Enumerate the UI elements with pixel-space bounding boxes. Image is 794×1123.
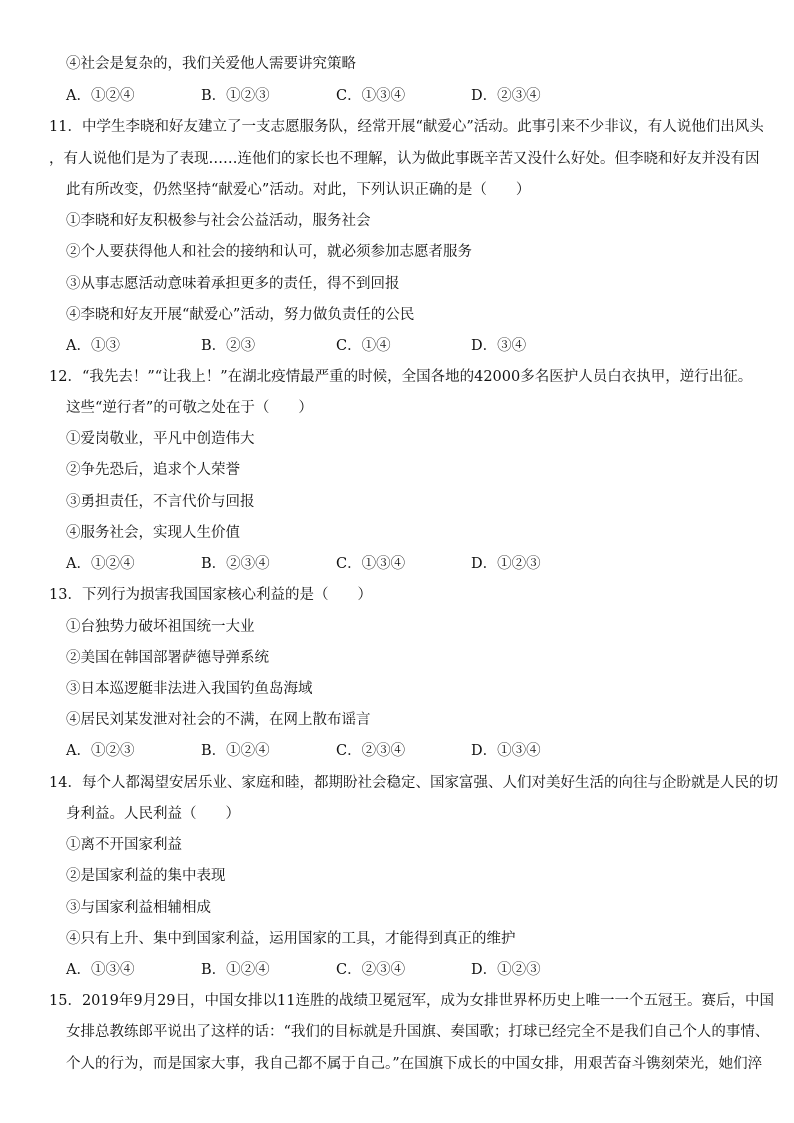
question-11-stem-line-3: 此有所改变，仍然坚持“献爱心”活动。对此，下列认识正确的是（ ） — [66, 182, 531, 198]
question-14-stem-line-1: 14．每个人都渴望安居乐业、家庭和睦，都期盼社会稳定、国家富强、人们对美好生活的向往与企盼就是人民的切 — [49, 775, 778, 791]
option-d: D．③④ — [471, 338, 527, 354]
question-15-stem-line-1: 15．2019年9月29日，中国女排以11连胜的战绩卫冕冠军，成为女排世界杯历史上唯一一个五冠王。赛后，中国 — [49, 993, 774, 1009]
question-11-item-3: ③从事志愿活动意味着承担更多的责任，得不到回报 — [66, 276, 400, 292]
option-d: D．①②③ — [471, 556, 541, 572]
question-11-item-4: ④李晓和好友开展“献爱心”活动，努力做负责任的公民 — [66, 307, 415, 323]
option-a: A．①②④ — [66, 88, 135, 104]
question-12-item-2: ②争先恐后，追求个人荣誉 — [66, 462, 240, 478]
question-12-item-1: ①爱岗敬业，平凡中创造伟大 — [66, 431, 255, 447]
question-12-item-3: ③勇担责任，不言代价与回报 — [66, 494, 255, 510]
option-c: C．①③④ — [336, 88, 406, 104]
question-11-item-1: ①李晓和好友积极参与社会公益活动，服务社会 — [66, 213, 371, 229]
option-c: C．②③④ — [336, 743, 406, 759]
option-b: B．①②④ — [201, 743, 270, 759]
option-a: A．①③④ — [66, 962, 135, 978]
question-10-options — [66, 86, 756, 106]
question-14-item-1: ①离不开国家利益 — [66, 837, 182, 853]
option-d: D．①③④ — [471, 743, 541, 759]
question-12-stem-line-2: 这些“逆行者”的可敬之处在于（ ） — [66, 400, 313, 416]
question-14-item-2: ②是国家利益的集中表现 — [66, 868, 226, 884]
question-11-stem-line-2: ，有人说他们是为了表现……连他们的家长也不理解，认为做此事既辛苦又没什么好处。但李晓和好友并没有因 — [49, 151, 760, 167]
question-11-options — [66, 336, 756, 356]
option-b: B．②③ — [201, 338, 256, 354]
question-10-item-4: ④社会是复杂的，我们关爱他人需要讲究策略 — [66, 56, 356, 72]
question-14-item-4: ④只有上升、集中到国家利益，运用国家的工具，才能得到真正的维护 — [66, 931, 516, 947]
question-15-stem-line-3: 个人的行为，而是国家大事，我自己都不属于自己。”在国旗下成长的中国女排，用艰苦奋斗镌刻荣光，她们淬 — [66, 1056, 763, 1072]
option-d: D．②③④ — [471, 88, 541, 104]
question-12-options — [66, 554, 756, 574]
option-b: B．①②③ — [201, 88, 270, 104]
question-11-item-2: ②个人要获得他人和社会的接纳和认可，就必须参加志愿者服务 — [66, 244, 472, 260]
option-a: A．①②③ — [66, 743, 135, 759]
question-11-stem-line-1: 11．中学生李晓和好友建立了一支志愿服务队，经常开展“献爱心”活动。此事引来不少非议，有人说他们出风头 — [49, 119, 764, 135]
option-a: A．①②④ — [66, 556, 135, 572]
question-13-item-3: ③日本巡逻艇非法进入我国钓鱼岛海域 — [66, 681, 313, 697]
option-b: B．①②④ — [201, 962, 270, 978]
question-13-item-2: ②美国在韩国部署萨德导弹系统 — [66, 650, 269, 666]
question-15-stem-line-2: 女排总教练郎平说出了这样的话：“我们的目标就是升国旗、奏国歌；打球已经完全不是我们自己个人的事情、 — [66, 1024, 770, 1040]
option-c: C．①④ — [336, 338, 391, 354]
question-13-item-4: ④居民刘某发泄对社会的不满，在网上散布谣言 — [66, 712, 371, 728]
question-13-item-1: ①台独势力破坏祖国统一大业 — [66, 619, 255, 635]
question-14-stem-line-2: 身利益。人民利益（ ） — [66, 806, 240, 822]
option-b: B．②③④ — [201, 556, 270, 572]
question-14-options — [66, 960, 756, 980]
question-12-item-4: ④服务社会，实现人生价值 — [66, 525, 240, 541]
question-13-stem-line-1: 13．下列行为损害我国国家核心利益的是（ ） — [49, 587, 372, 603]
option-c: C．②③④ — [336, 962, 406, 978]
option-d: D．①②③ — [471, 962, 541, 978]
option-a: A．①③ — [66, 338, 120, 354]
question-12-stem-line-1: 12．“我先去！”“让我上！”在湖北疫情最严重的时候，全国各地的42000多名医护人员白衣执甲，逆行出征。 — [49, 369, 753, 385]
question-14-item-3: ③与国家利益相辅相成 — [66, 900, 211, 916]
question-13-options — [66, 741, 756, 761]
option-c: C．①③④ — [336, 556, 406, 572]
